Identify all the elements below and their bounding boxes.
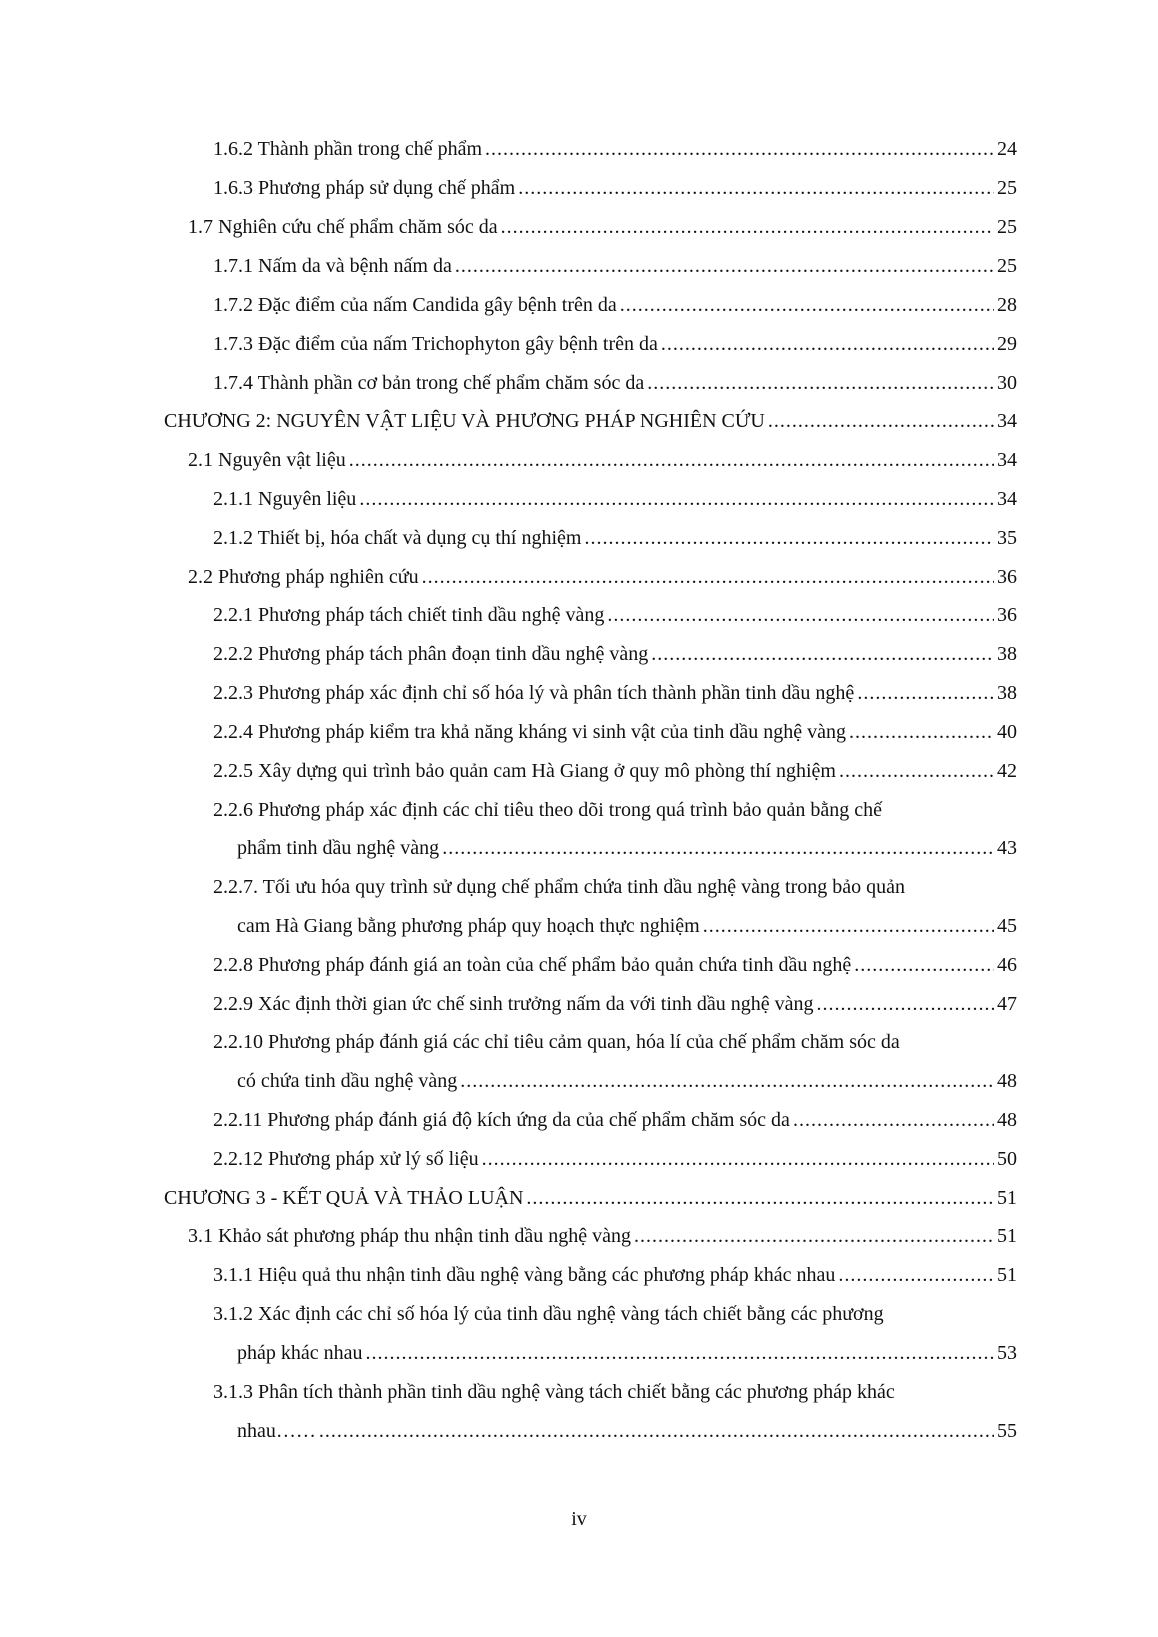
toc-entry-page: 28 [997, 294, 1017, 316]
toc-entry-page: 50 [997, 1148, 1017, 1170]
dot-leader [793, 1108, 994, 1132]
toc-entry[interactable] [188, 565, 1017, 589]
toc-entry[interactable] [213, 1263, 1017, 1287]
toc-entry[interactable] [188, 448, 1017, 472]
toc-entry-page: 35 [997, 527, 1017, 549]
toc-entry-page: 53 [997, 1342, 1017, 1364]
toc-entry-title: CHƯƠNG 3 - KẾT QUẢ VÀ THẢO LUẬN [164, 1187, 524, 1209]
toc-entry[interactable] [213, 720, 1017, 744]
toc-entry-page: 36 [997, 566, 1017, 588]
dot-leader [422, 565, 994, 589]
toc-entry-title: 2.2.12 Phương pháp xử lý số liệu [213, 1148, 479, 1170]
toc-entry-title: 3.1 Khảo sát phương pháp thu nhận tinh dầu nghệ vàng [188, 1225, 632, 1247]
toc-entry-title: CHƯƠNG 2: NGUYÊN VẬT LIỆU VÀ PHƯƠNG PHÁP NGHIÊN CỨU [164, 410, 765, 432]
toc-entry-page: 43 [997, 837, 1017, 859]
toc-entry[interactable] [213, 642, 1017, 666]
toc-entry-title: 3.1.1 Hiệu quả thu nhận tinh dầu nghệ vàng bằng các phương pháp khác nhau [213, 1264, 836, 1286]
dot-leader [460, 1069, 994, 1093]
toc-entry-title: 2.1 Nguyên vật liệu [188, 449, 346, 471]
toc-entry-title: 1.6.2 Thành phần trong chế phẩm [213, 138, 483, 160]
toc-entry-title-line2: cam Hà Giang bằng phương pháp quy hoạch thực nghiệm [237, 915, 700, 937]
toc-entry-page: 51 [997, 1225, 1017, 1247]
toc-entry-page: 55 [997, 1420, 1017, 1442]
toc-entry-page: 25 [997, 216, 1017, 238]
toc-entry-title: 2.2.4 Phương pháp kiểm tra khả năng kháng vi sinh vật của tinh dầu nghệ vàng [213, 721, 846, 743]
dot-leader [817, 992, 994, 1016]
dot-leader [526, 1186, 994, 1210]
toc-entry[interactable] [213, 137, 1017, 161]
toc-entry-title: 2.1.2 Thiết bị, hóa chất và dụng cụ thí nghiệm [213, 527, 582, 549]
dot-leader [857, 681, 994, 705]
toc-entry[interactable] [237, 1341, 1017, 1365]
toc-entry-title-line1: 3.1.3 Phân tích thành phần tinh dầu nghệ vàng tách chiết bằng các phương pháp khác [213, 1381, 895, 1403]
toc-entry[interactable] [213, 487, 1017, 511]
toc-entry-page: 25 [997, 255, 1017, 277]
toc-entry-page: 45 [997, 915, 1017, 937]
dot-leader [634, 1224, 994, 1248]
toc-entry-title: 2.2.9 Xác định thời gian ức chế sinh trưởng nấm da với tinh dầu nghệ vàng [213, 993, 814, 1015]
dot-leader [455, 254, 994, 278]
dot-leader [482, 1147, 994, 1171]
toc-entry-title-line1: 2.2.10 Phương pháp đánh giá các chỉ tiêu cảm quan, hóa lí của chế phẩm chăm sóc da [213, 1031, 900, 1053]
toc-entry[interactable] [213, 176, 1017, 200]
toc-entry[interactable] [213, 759, 1017, 783]
toc-entry-title: 1.7.3 Đặc điểm của nấm Trichophyton gây bệnh trên da [213, 333, 658, 355]
toc-entry[interactable] [237, 1069, 1017, 1093]
toc-entry-page: 47 [997, 993, 1017, 1015]
toc-entry-title: 1.7.4 Thành phần cơ bản trong chế phẩm chăm sóc da [213, 372, 645, 394]
toc-entry-title: 2.2.3 Phương pháp xác định chỉ số hóa lý và phân tích thành phần tinh dầu nghệ [213, 682, 855, 704]
toc-entry-title-line2: phẩm tinh dầu nghệ vàng [237, 837, 440, 859]
toc-chapter-entry[interactable] [164, 1186, 1017, 1210]
toc-chapter-entry[interactable] [164, 409, 1017, 433]
toc-entry[interactable] [188, 1224, 1017, 1248]
toc-entry-page: 51 [997, 1187, 1017, 1209]
toc-entry[interactable] [237, 836, 1017, 860]
dot-leader [768, 409, 994, 433]
toc-entry[interactable] [213, 293, 1017, 317]
toc-entry-page: 36 [997, 604, 1017, 626]
toc-entry[interactable] [213, 603, 1017, 627]
toc-entry-page: 51 [997, 1264, 1017, 1286]
dot-leader [442, 836, 994, 860]
toc-entry-page: 34 [997, 488, 1017, 510]
toc-entry-page: 30 [997, 372, 1017, 394]
toc-entry[interactable] [213, 526, 1017, 550]
toc-entry-title: 1.7.1 Nấm da và bệnh nấm da [213, 255, 452, 277]
dot-leader [651, 642, 994, 666]
toc-entry-title: 1.7.2 Đặc điểm của nấm Candida gây bệnh trên da [213, 294, 617, 316]
dot-leader [620, 293, 994, 317]
toc-entry-title-line1: 2.2.7. Tối ưu hóa quy trình sử dụng chế phẩm chứa tinh dầu nghệ vàng trong bảo quản [213, 876, 906, 898]
toc-entry-page: 48 [997, 1109, 1017, 1131]
toc-entry-title: 2.2.8 Phương pháp đánh giá an toàn của chế phẩm bảo quản chứa tinh dầu nghệ [213, 954, 852, 976]
toc-entry-title: 2.1.1 Nguyên liệu [213, 488, 357, 510]
toc-entry-page: 46 [997, 954, 1017, 976]
toc-entry[interactable] [213, 953, 1017, 977]
dot-leader [366, 1341, 994, 1365]
toc-entry-title: 1.7 Nghiên cứu chế phẩm chăm sóc da [188, 216, 498, 238]
toc-entry[interactable] [213, 1108, 1017, 1132]
dot-leader [485, 137, 994, 161]
toc-entry[interactable] [213, 681, 1017, 705]
toc-entry-page: 25 [997, 177, 1017, 199]
toc-entry-title-line2: nhau…… [237, 1420, 316, 1442]
dot-leader [647, 371, 994, 395]
toc-entry-page: 42 [997, 760, 1017, 782]
dot-leader [518, 176, 994, 200]
toc-entry-title-line2: pháp khác nhau [237, 1342, 363, 1364]
toc-entry-page: 38 [997, 682, 1017, 704]
toc-entry-title: 2.2.2 Phương pháp tách phân đoạn tinh dầu nghệ vàng [213, 643, 649, 665]
dot-leader [703, 914, 994, 938]
toc-entry-title: 2.2 Phương pháp nghiên cứu [188, 566, 419, 588]
toc-entry-title: 2.2.5 Xây dựng qui trình bảo quản cam Hà Giang ở quy mô phòng thí nghiệm [213, 760, 836, 782]
toc-entry-page: 34 [997, 449, 1017, 471]
dot-leader [584, 526, 994, 550]
toc-entry-page: 38 [997, 643, 1017, 665]
dot-leader [849, 720, 994, 744]
toc-entry-title-line1: 2.2.6 Phương pháp xác định các chỉ tiêu theo dõi trong quá trình bảo quản bằng chế [213, 799, 883, 821]
toc-entry-page: 24 [997, 138, 1017, 160]
dot-leader [349, 448, 994, 472]
dot-leader [839, 759, 994, 783]
dot-leader [319, 1419, 994, 1443]
page-number: iv [571, 1508, 587, 1530]
toc-entry[interactable] [213, 992, 1017, 1016]
dot-leader [501, 215, 994, 239]
toc-entry[interactable] [237, 914, 1017, 938]
toc-entry[interactable] [188, 215, 1017, 239]
dot-leader [359, 487, 994, 511]
toc-entry-page: 34 [997, 410, 1017, 432]
dot-leader [607, 603, 994, 627]
toc-entry[interactable] [237, 1419, 1017, 1443]
dot-leader [661, 332, 994, 356]
toc-entry[interactable] [213, 254, 1017, 278]
toc-entry-title-line1: 3.1.2 Xác định các chỉ số hóa lý của tinh dầu nghệ vàng tách chiết bằng các phương [213, 1303, 884, 1325]
toc-entry-title: 2.2.11 Phương pháp đánh giá độ kích ứng da của chế phẩm chăm sóc da [213, 1109, 790, 1131]
toc-entry-title: 2.2.1 Phương pháp tách chiết tinh dầu nghệ vàng [213, 604, 605, 626]
dot-leader [854, 953, 994, 977]
dot-leader [838, 1263, 994, 1287]
toc-entry[interactable] [213, 332, 1017, 356]
toc-entry-page: 29 [997, 333, 1017, 355]
toc-entry[interactable] [213, 371, 1017, 395]
toc-entry-page: 40 [997, 721, 1017, 743]
toc-entry-title-line2: có chứa tinh dầu nghệ vàng [237, 1070, 458, 1092]
toc-entry-page: 48 [997, 1070, 1017, 1092]
toc-entry[interactable] [213, 1147, 1017, 1171]
toc-entry-title: 1.6.3 Phương pháp sử dụng chế phẩm [213, 177, 516, 199]
